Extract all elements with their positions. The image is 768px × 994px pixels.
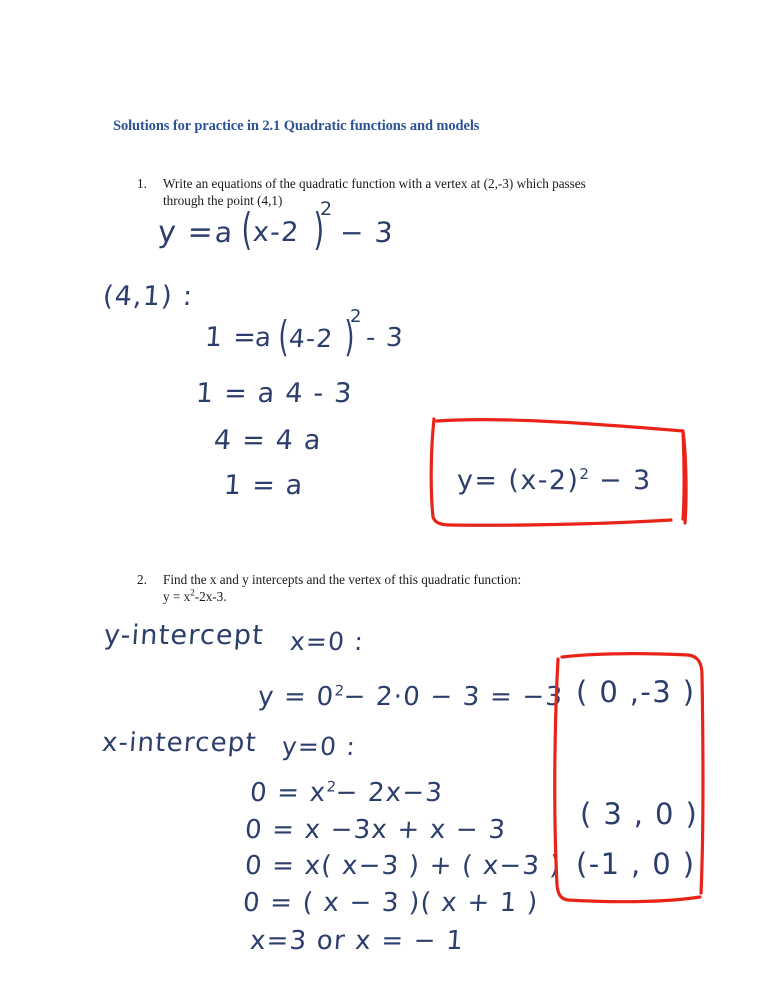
handwriting-q1-step1-coefficient: a xyxy=(253,323,274,353)
question-2-text xyxy=(163,572,623,606)
handwriting-q1-step1-exponent: 2 xyxy=(350,306,363,327)
question-2-line-1: Find the x and y intercepts and the vertex of this quadratic function: xyxy=(163,572,522,587)
handwriting-q2-y-calc-post: − 2·0 − 3 = −3 xyxy=(342,682,565,712)
question-1-line-1: Write an equations of the quadratic function with a vertex at (2,-3) which passes xyxy=(163,176,586,191)
handwriting-q1-step1-paren-close: ) xyxy=(344,312,356,361)
handwriting-q2-x-intercept-line-2: 0 = x −3x + x − 3 xyxy=(243,815,508,845)
handwriting-q2-x-intercept-line-1 xyxy=(249,778,444,808)
handwriting-q1-step3: 4 = 4 a xyxy=(212,425,323,456)
handwriting-q1-step1-paren-open: ( xyxy=(278,312,290,361)
handwriting-q2-y-intercept-condition: x=0 : xyxy=(288,627,366,656)
answer-box-intercepts-line-1: ( 0 ,-3 ) xyxy=(576,675,696,709)
question-2-formula-pre: y = x xyxy=(163,588,191,604)
handwriting-q2-x-intercept-line-5: x=3 or x = − 1 xyxy=(248,926,465,956)
handwriting-q2-x-intercept-label: x-intercept xyxy=(100,728,259,758)
handwriting-q1-step2: 1 = a 4 - 3 xyxy=(194,378,354,409)
handwriting-q2-y-calc-pre: y = 0 xyxy=(256,682,336,712)
question-2-formula-exponent: 2 xyxy=(190,587,195,598)
question-1-line-2: through the point (4,1) xyxy=(163,192,283,208)
handwriting-q1-point-label: (4,1) : xyxy=(101,281,195,312)
handwriting-q1-vertex-form-exponent: 2 xyxy=(320,198,334,220)
handwriting-q2-x1-pre: 0 = x xyxy=(248,778,328,808)
handwriting-q1-step4: 1 = a xyxy=(222,470,305,501)
answer-1-post: − 3 xyxy=(588,465,652,496)
handwriting-q1-step1-lhs: 1 = xyxy=(203,322,259,353)
handwriting-q2-x1-post: − 2x−3 xyxy=(334,778,445,808)
handwriting-q1-step1-inner: 4-2 xyxy=(287,324,335,353)
handwriting-q1-vertex-form-coefficient: a xyxy=(213,216,235,249)
answer-box-intercepts-line-2: ( 3 , 0 ) xyxy=(580,797,699,831)
handwriting-q1-paren-open: ( xyxy=(241,204,253,255)
handwriting-q1-vertex-form-lhs: y = xyxy=(156,215,216,250)
handwriting-q2-x1-exponent: 2 xyxy=(326,778,337,796)
question-1-number: 1. xyxy=(137,176,147,191)
handwriting-q2-y-calc-exponent: 2 xyxy=(334,682,345,700)
handwriting-q2-x-intercept-line-3: 0 = x( x−3 ) + ( x−3 ) xyxy=(243,851,563,881)
answer-box-intercepts-line-3: (-1 , 0 ) xyxy=(576,847,696,881)
page-title: Solutions for practice in 2.1 Quadratic functions and models xyxy=(113,118,480,134)
handwriting-q2-x-intercept-line-4: 0 = ( x − 3 )( x + 1 ) xyxy=(241,888,540,918)
handwriting-q1-vertex-form-tail: − 3 xyxy=(338,216,395,249)
question-2-line-2 xyxy=(163,589,623,606)
question-2-number: 2. xyxy=(137,572,147,587)
answer-box-vertex-form-text xyxy=(457,465,652,496)
question-2-formula-post: -2x-3. xyxy=(194,588,227,604)
answer-1-pre: y= (x-2) xyxy=(457,465,580,496)
answer-1-exponent: 2 xyxy=(579,465,589,483)
handwriting-q2-x-intercept-condition: y=0 : xyxy=(280,732,358,761)
handwriting-q1-step1-tail: - 3 xyxy=(364,323,405,353)
handwriting-q2-y-intercept-calculation xyxy=(257,682,564,712)
handwriting-q1-vertex-form-inner: x-2 xyxy=(251,217,301,248)
handwriting-q1-paren-close: ) xyxy=(313,204,325,255)
handwriting-q2-y-intercept-label: y-intercept xyxy=(102,620,266,651)
